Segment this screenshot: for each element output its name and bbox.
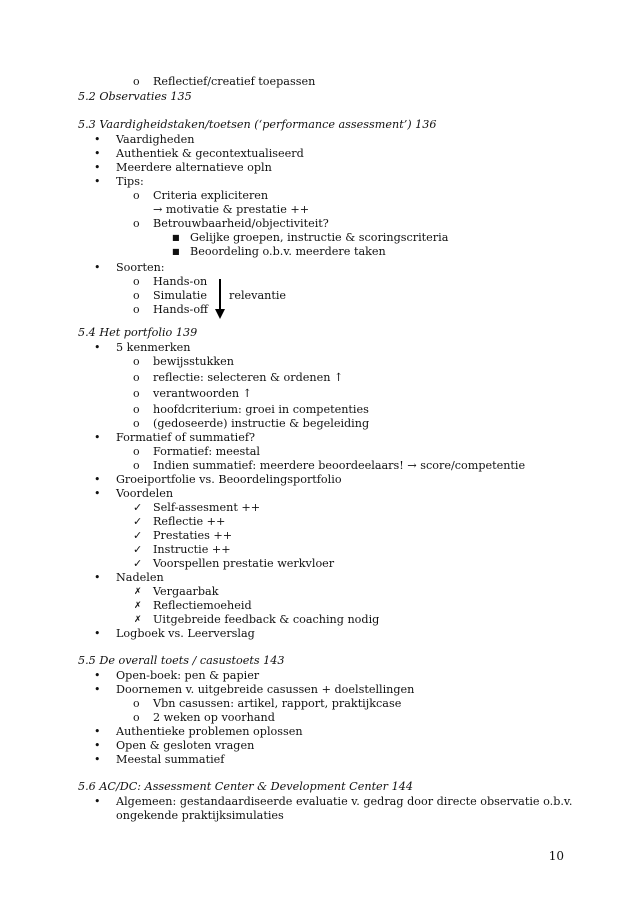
list-item: o Indien summatief: meerdere beoordeelaars! → score/competentie (133, 459, 526, 472)
circle-bullet: o (133, 303, 140, 316)
list-item: o bewijsstukken (133, 355, 234, 368)
list-item: ■ Gelijke groepen, instructie & scoringscriteria (172, 231, 449, 244)
list-item: ■ Beoordeling o.b.v. meerdere taken (172, 245, 386, 258)
checkmark-icon: ✓ (133, 557, 143, 570)
circle-bullet: o (133, 403, 140, 416)
bullet: • (94, 795, 101, 808)
list-item: • Meestal summatief (94, 753, 225, 766)
circle-bullet: o (133, 217, 140, 230)
bullet: • (94, 669, 101, 682)
list-item: → motivatie & prestatie ++ (153, 203, 310, 216)
section-heading: 5.2 Observaties 135 (78, 90, 192, 103)
list-item: ongekende praktijksimulaties (116, 809, 284, 822)
page-number: 10 (548, 849, 564, 863)
list-item: • Tips: (94, 175, 144, 188)
list-item: o 2 weken op voorhand (133, 711, 275, 724)
bullet: • (94, 261, 101, 274)
list-item: o (gedoseerde) instructie & begeleiding (133, 417, 370, 430)
circle-bullet: o (133, 355, 140, 368)
circle-bullet: o (133, 711, 140, 724)
list-item: • Algemeen: gestandaardiseerde evaluatie v. gedrag door directe observatie o.b.v. (94, 795, 573, 808)
list-item: • Open-boek: pen & papier (94, 669, 260, 682)
cross-icon: ✗ (134, 587, 142, 597)
list-item: ✗ Reflectiemoeheid (134, 599, 252, 612)
bullet: • (94, 683, 101, 696)
circle-bullet: o (133, 459, 140, 472)
list-item: ✓ Reflectie ++ (133, 515, 226, 528)
cross-icon: ✗ (134, 615, 142, 625)
section-heading: 5.4 Het portfolio 139 (78, 326, 198, 339)
list-item: o verantwoorden ↑ (133, 387, 252, 400)
list-item: ✓ Voorspellen prestatie werkvloer (133, 557, 335, 570)
checkmark-icon: ✓ (133, 515, 143, 528)
list-item: o Hands-off (133, 303, 208, 316)
list-item: ✓ Prestaties ++ (133, 529, 233, 542)
bullet: • (94, 341, 101, 354)
list-item: ✗ Vergaarbak (134, 585, 219, 598)
list-item: • Doornemen v. uitgebreide casussen + doelstellingen (94, 683, 415, 696)
list-item: o Hands-on (133, 275, 208, 288)
list-item: o Simulatie (133, 289, 207, 302)
section-heading: 5.5 De overall toets / casustoets 143 (78, 654, 285, 667)
circle-bullet: o (133, 387, 140, 400)
checkmark-icon: ✓ (133, 501, 143, 514)
list-item: • Open & gesloten vragen (94, 739, 255, 752)
list-item: • Vaardigheden (94, 133, 195, 146)
bullet: • (94, 473, 101, 486)
bullet: • (94, 725, 101, 738)
bullet: • (94, 147, 101, 160)
circle-bullet: o (133, 275, 140, 288)
list-item: • Authentiek & gecontextualiseerd (94, 147, 304, 160)
circle-bullet: o (133, 697, 140, 710)
circle-bullet: o (133, 371, 140, 384)
list-item: • Meerdere alternatieve opln (94, 161, 272, 174)
circle-bullet: o (133, 445, 140, 458)
bullet: • (94, 133, 101, 146)
bullet: • (94, 753, 101, 766)
list-item: • Formatief of summatief? (94, 431, 256, 444)
list-item: • Voordelen (94, 487, 174, 500)
circle-bullet: o (133, 289, 140, 302)
list-item: o Vbn casussen: artikel, rapport, praktijkcase (133, 697, 402, 710)
list-item: • Logboek vs. Leerverslag (94, 627, 255, 640)
checkmark-icon: ✓ (133, 529, 143, 542)
list-item: • Groeiportfolie vs. Beoordelingsportfolio (94, 473, 342, 486)
circle-bullet: o (133, 189, 140, 202)
list-item: o Betrouwbaarheid/objectiviteit? (133, 217, 329, 230)
bullet: • (94, 175, 101, 188)
section-heading: 5.6 AC/DC: Assessment Center & Development Center 144 (78, 780, 413, 793)
bullet: • (94, 431, 101, 444)
bullet: • (94, 571, 101, 584)
bullet: • (94, 627, 101, 640)
list-item: • Soorten: (94, 261, 165, 274)
list-item: ✗ Uitgebreide feedback & coaching nodig (134, 613, 380, 626)
list-item: o hoofdcriterium: groei in competenties (133, 403, 369, 416)
list-item: ✓ Self-assesment ++ (133, 501, 261, 514)
circle-bullet: o (133, 75, 140, 88)
checkmark-icon: ✓ (133, 543, 143, 556)
list-item: • Authentieke problemen oplossen (94, 725, 303, 738)
bullet: • (94, 487, 101, 500)
cross-icon: ✗ (134, 601, 142, 611)
circle-bullet: o (133, 417, 140, 430)
arrow-label: relevantie (229, 289, 287, 302)
list-item: o Reflectief/creatief toepassen (133, 75, 316, 88)
bullet: • (94, 161, 101, 174)
square-bullet: ■ (172, 233, 180, 242)
arrow-down-icon (215, 279, 225, 319)
bullet: • (94, 739, 101, 752)
section-heading: 5.3 Vaardigheidstaken/toetsen (‘performance assessment’) 136 (78, 118, 437, 131)
list-item: o Criteria expliciteren (133, 189, 269, 202)
list-item: • Nadelen (94, 571, 164, 584)
list-item: ✓ Instructie ++ (133, 543, 231, 556)
square-bullet: ■ (172, 247, 180, 256)
list-item: • 5 kenmerken (94, 341, 191, 354)
list-item: o reflectie: selecteren & ordenen ↑ (133, 371, 344, 384)
list-item: o Formatief: meestal (133, 445, 261, 458)
